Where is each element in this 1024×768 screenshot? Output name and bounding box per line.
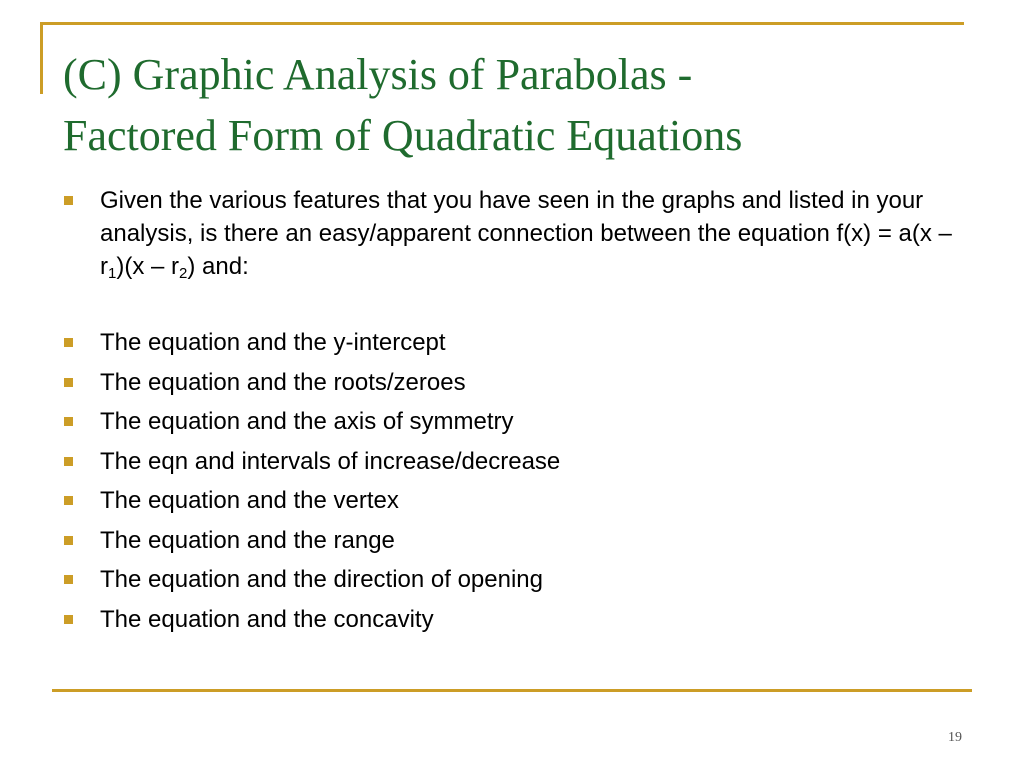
list-item: The equation and the axis of symmetry [100,405,972,438]
list-item: The equation and the y-intercept [100,326,972,359]
list-item: The equation and the vertex [100,484,972,517]
intro-bullet [100,184,972,283]
intro-text-middle: )(x – r [116,253,180,280]
title-line-1: (C) Graphic Analysis of Parabolas - [63,50,693,99]
list-item: The equation and the range [100,524,972,557]
list-item: The equation and the direction of opening [100,563,972,596]
intro-text: Given the various features that you have seen in the graphs and listed in your analysis, is there an easy/apparent connection between the equation f(x) = a(x – r [100,187,952,280]
list-item: The equation and the concavity [100,603,972,636]
list-item: The eqn and intervals of increase/decrease [100,445,972,478]
intro-text-end: ) and: [187,253,249,280]
title-line-2: Factored Form of Quadratic Equations [63,111,743,160]
subscript-2: 2 [179,265,188,282]
bottom-frame-line [52,689,972,692]
list-item: The equation and the roots/zeroes [100,366,972,399]
subscript-1: 1 [108,265,117,282]
page-number: 19 [948,730,962,745]
